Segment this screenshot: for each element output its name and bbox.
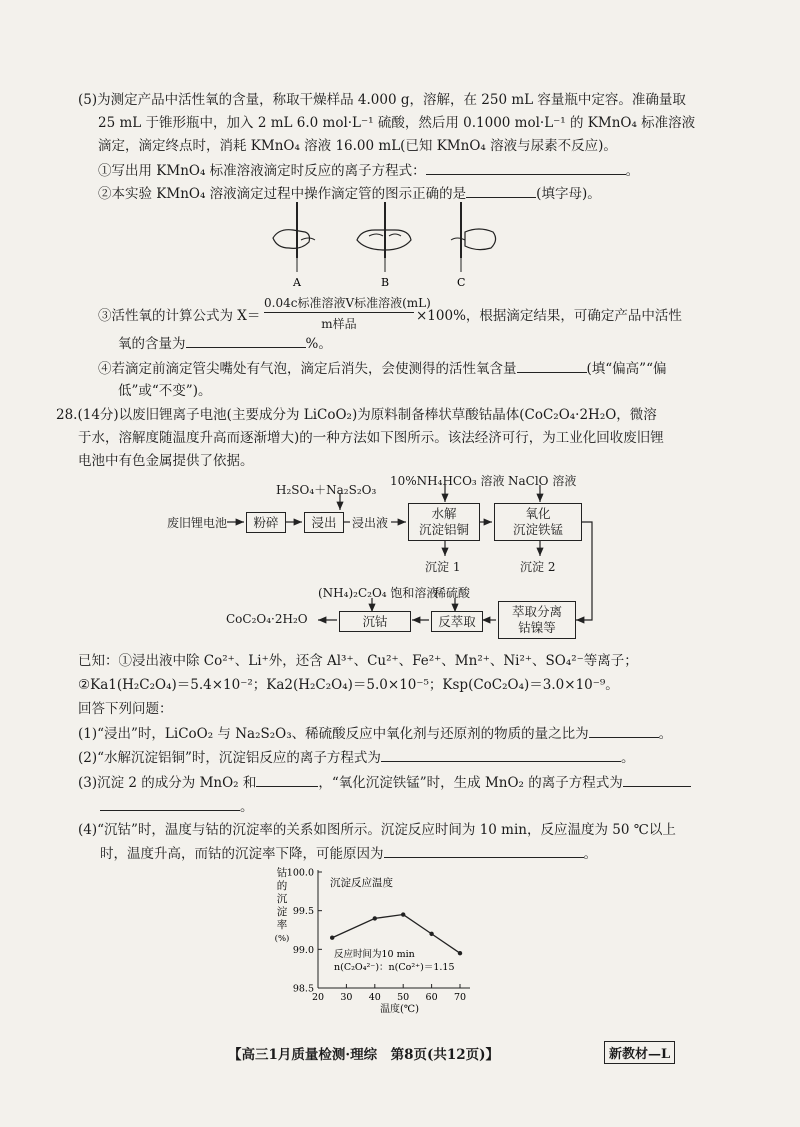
chart-y-tick-label: 99.0 — [292, 944, 314, 956]
q5-sub2-end: (填字母)。 — [536, 186, 601, 202]
precipitation-chart — [260, 862, 490, 1032]
q28-part-2-end: 。 — [620, 750, 635, 766]
flow-box-extraction-line2: 钴镍等 — [518, 620, 556, 635]
answer-blank[interactable] — [589, 723, 659, 738]
q28-line1: 28.(14分)以废旧锂离子电池(主要成分为 LiCoO₂)为原料制备棒状草酸钴晶体(CoC₂O₄·2H₂O，微溶 — [56, 407, 657, 423]
flow-product: CoC₂O₄·2H₂O — [226, 612, 308, 626]
formula-denominator: m样品 — [321, 317, 357, 331]
flow-reagent-5: 稀硫酸 — [434, 586, 471, 600]
flow-reagent-2: 10%NH₄HCO₃ 溶液 — [390, 474, 505, 488]
chart-ylabel-char: 淀 — [276, 906, 288, 918]
chart-x-ticks — [312, 984, 466, 1003]
q28-line2: 于水，溶解度随温度升高而逐渐增大)的一种方法如下图所示。该法经济可行，为工业化回收废旧锂 — [78, 430, 664, 446]
flow-box-crush-label: 粉碎 — [253, 514, 279, 530]
page-footer: 【高三1月质量检测·理综 第8页(共12页)】 — [228, 1047, 500, 1063]
formula-numerator: 0.04c标准溶液V标准溶液(mL) — [264, 294, 414, 313]
flow-leachate: 浸出液 — [352, 516, 389, 530]
q28-part-1 — [78, 723, 672, 744]
flow-reagent-3: NaClO 溶液 — [508, 474, 577, 488]
q28-answer-prompt: 回答下列问题： — [78, 701, 173, 717]
chart-y-ticks — [287, 868, 322, 995]
flow-box-back-extraction-label: 反萃取 — [438, 613, 476, 629]
flow-box-hydrolysis — [408, 503, 480, 541]
q28-part-3 — [78, 772, 691, 793]
flow-box-cobalt-ppt-label: 沉钴 — [362, 613, 388, 629]
fig-label-b: B — [381, 276, 390, 289]
chart-y-tick-label: 100.0 — [286, 867, 314, 879]
q5-sub4-end: (填“偏高”“偏 — [586, 361, 667, 377]
chart-ylabel-char: 的 — [276, 880, 288, 892]
flow-precipitate-1: 沉淀 1 — [425, 560, 461, 574]
q28-part-3-mid: ，“氧化沉淀铁锰”时，生成 MnO₂ 的离子方程式为 — [318, 775, 623, 791]
chart-y-tick-label: 99.5 — [292, 906, 314, 918]
chart-x-tick-label: 30 — [340, 992, 353, 1003]
chart-data-point — [458, 951, 462, 955]
chart-series-line — [332, 915, 460, 954]
chart-title: 沉淀反应温度 — [330, 877, 393, 889]
fig-label-a: A — [293, 276, 301, 289]
answer-blank[interactable] — [384, 843, 584, 858]
chart-data-point — [429, 932, 433, 936]
chart-x-tick-label: 20 — [311, 992, 325, 1003]
q28-part-3-line2 — [100, 796, 254, 817]
chart-x-tick-label: 70 — [453, 992, 467, 1003]
q28-part-2 — [78, 747, 634, 768]
flow-box-leach — [304, 512, 344, 533]
flow-start: 废旧锂电池 — [167, 516, 228, 530]
q28-part-4-line2 — [100, 843, 597, 864]
q5-sub3-line2-end: %。 — [305, 336, 332, 352]
edition-tag: 新教材—L — [604, 1041, 675, 1064]
chart-ylabel-char: 钴 — [276, 867, 288, 879]
q5-sub3-prefix: ③活性氧的计算公式为 X＝ — [98, 308, 261, 324]
chart-ylabel-char: (%) — [274, 934, 290, 944]
flow-box-leach-label: 浸出 — [311, 514, 337, 530]
chart-y-tick-label: 98.5 — [292, 983, 314, 995]
answer-blank[interactable] — [381, 747, 621, 762]
q28-part-2-text: (2)“水解沉淀铝铜”时，沉淀铝反应的离子方程式为 — [78, 750, 381, 766]
q28-part-4-line1: (4)“沉钴”时，温度与钴的沉淀率的关系如图所示。沉淀反应时间为 10 min，反应温度为 50 ℃以上 — [78, 822, 676, 838]
q5-sub3-line2-text: 氧的含量为 — [118, 336, 186, 352]
q5-sub4-text: ④若滴定前滴定管尖嘴处有气泡，滴定后消失，会使测得的活性氧含量 — [98, 361, 517, 377]
chart-x-tick-label: 60 — [425, 992, 438, 1003]
chart-ylabel-char: 沉 — [276, 893, 288, 905]
q28-part-1-text: (1)“浸出”时，LiCoO₂ 与 Na₂S₂O₃、稀硫酸反应中氧化剂与还原剂的物质的量之比为 — [78, 726, 589, 742]
chart-data-point — [401, 912, 405, 916]
flow-box-crush — [246, 512, 286, 533]
flow-box-oxidation — [494, 503, 582, 541]
flow-precipitate-2: 沉淀 2 — [520, 560, 556, 574]
q28-line3: 电池中有色金属提供了依据。 — [78, 453, 254, 469]
answer-blank[interactable] — [256, 772, 318, 787]
q5-sub1-end: 。 — [625, 163, 640, 179]
q5-sub3-suffix: ×100%，根据滴定结果，可确定产品中活性 — [416, 308, 682, 324]
q5-sub4-line2: 低”或“不变”)。 — [118, 383, 212, 399]
flow-box-oxidation-line2: 沉淀铁锰 — [512, 522, 563, 537]
flow-box-hydrolysis-line1: 水解 — [431, 506, 457, 521]
q5-line3: 滴定，滴定终点时，消耗 KMnO₄ 溶液 16.00 mL(已知 KMnO₄ 溶液与尿素不反应)。 — [98, 138, 617, 154]
q28-part-3-text: (3)沉淀 2 的成分为 MnO₂ 和 — [78, 775, 257, 791]
q5-sub2-text: ②本实验 KMnO₄ 溶液滴定过程中操作滴定管的图示正确的是 — [98, 186, 467, 202]
q5-sub1-text: ①写出用 KMnO₄ 标准溶液滴定时反应的离子方程式： — [98, 163, 426, 179]
q28-known-2: ②Ka1(H₂C₂O₄)＝5.4×10⁻²；Ka2(H₂C₂O₄)＝5.0×10⁻⁵；Ksp(CoC₂O₄)＝3.0×10⁻⁹。 — [78, 677, 619, 693]
chart-note-2: n(C₂O₄²⁻)：n(Co²⁺)＝1.15 — [334, 962, 455, 973]
flow-box-back-extraction — [431, 611, 483, 632]
q5-line2: 25 mL 于锥形瓶中，加入 2 mL 6.0 mol·L⁻¹ 硫酸，然后用 0.1000 mol·L⁻¹ 的 KMnO₄ 标准溶液 — [98, 115, 696, 131]
answer-blank[interactable] — [100, 796, 240, 811]
chart-xlabel: 温度(℃) — [380, 1004, 419, 1015]
q28-part-1-end: 。 — [658, 726, 673, 742]
q28-part-3-end: 。 — [240, 799, 254, 815]
flow-reagent-4: (NH₄)₂C₂O₄ 饱和溶液 — [318, 586, 439, 600]
flow-box-oxidation-line1: 氧化 — [525, 506, 551, 521]
answer-blank[interactable] — [623, 772, 691, 787]
flow-box-cobalt-ppt — [339, 611, 411, 632]
q28-known-1: 已知：①浸出液中除 Co²⁺、Li⁺外，还含 Al³⁺、Cu²⁺、Fe²⁺、Mn²⁺、Ni²⁺、SO₄²⁻等离子； — [78, 653, 638, 669]
chart-ylabel-char: 率 — [276, 919, 288, 931]
q5-line1: (5)为测定产品中活性氧的含量，称取干燥样品 4.000 g，溶解，在 250 mL 容量瓶中定容。准确量取 — [78, 92, 686, 108]
chart-x-tick-label: 40 — [368, 992, 381, 1003]
flow-box-hydrolysis-line2: 沉淀铝铜 — [418, 522, 469, 537]
chart-x-tick-label: 50 — [397, 992, 410, 1003]
chart-data-point — [373, 916, 377, 920]
q28-part-4-end: 。 — [583, 846, 597, 862]
q28-part-4-text: 时，温度升高，而钴的沉淀率下降，可能原因为 — [100, 846, 384, 862]
chart-data-point — [330, 936, 334, 940]
flow-reagent-1: H₂SO₄＋Na₂S₂O₃ — [276, 483, 377, 497]
fig-label-c: C — [457, 276, 466, 289]
flow-box-extraction-line1: 萃取分离 — [511, 604, 562, 619]
chart-note-1: 反应时间为10 min — [334, 949, 415, 960]
flow-box-extraction — [498, 601, 576, 639]
